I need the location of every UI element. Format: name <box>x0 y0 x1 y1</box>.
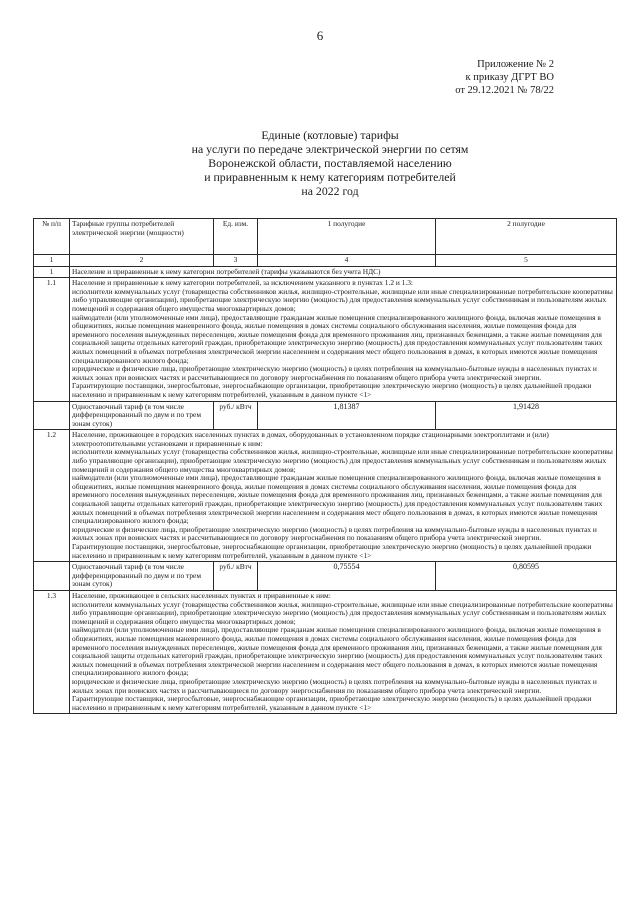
section-text: Население и приравненные к нему категории потребителей (тарифы указываются без учета НДС) <box>70 266 617 278</box>
table-row <box>34 430 617 562</box>
header-unit: Ед. изм. <box>214 219 258 255</box>
page-number: 6 <box>316 28 324 43</box>
paragraph: Население, проживающее в городских населенных пунктах в домах, оборудованных в установленном порядке стационарными электроплитами и (или) электроотопительными установками и приравненные к ним: <box>72 430 549 448</box>
tariff-label: Одноставочный тариф (в том числе дифференцированный по двум и по трем зонам суток) <box>70 401 214 430</box>
row-num: 1.3 <box>34 590 70 713</box>
paragraph: исполнители коммунальных услуг (товарищества собственников жилья, жилищно-строительные, жилищные или иные специализированные потребительские кооперативы либо управляющие организации), приобретающие электрическую энергию (мощность) для предоставления коммунальных услуг собственникам и пользователям жилых помещений и содержания общего имущества многоквартирных домов; <box>72 447 613 474</box>
paragraph: наймодатели (или уполномоченные ими лица), предоставляющие гражданам жилые помещения специализированного жилищного фонда, включая жилые помещения в общежитиях, жилые помещения маневренного фонда, жилые помещения в домах системы социального обслуживания населения, жилые помещения фонда для временного поселения вынужденных переселенцев, жилые помещения фонда для временного проживания лиц, признанных беженцами, а также жилые помещения для социальной защиты отдельных категорий граждан, приобретающие электрическую энергию (мощность) для предоставления коммунальных услуг пользователям таких жилых помещений в объемах потребления электрической энергии населением и содержания мест общего пользования в домах, в которых имеются жилые помещения специализированного жилого фонда; <box>72 473 603 526</box>
appendix-line: Приложение № 2 <box>477 59 554 70</box>
paragraph: Население, проживающее в сельских населенных пунктах и приравненные к ним: <box>72 590 331 600</box>
appendix-note <box>455 58 554 97</box>
tariff-table <box>33 218 617 714</box>
appendix-line: от 29.12.2021 № 78/22 <box>455 85 554 96</box>
paragraph: юридические и физические лица, приобретающие электрическую энергию (мощность) в целях потребления на коммунально-бытовые нужды в населенных пунктах и жилых зонах при воинских частях и рассчитывающиеся по договору энергоснабжения по показаниям общего прибора учета электрической энергии. <box>72 676 597 695</box>
tariff-label: Одноставочный тариф (в том числе дифференцированный по двум и по трем зонам суток) <box>70 562 214 591</box>
column-number-row <box>34 255 617 267</box>
tariff-unit: руб./ кВтч <box>214 562 258 591</box>
paragraph: наймодатели (или уполномоченные ими лица), предоставляющие гражданам жилые помещения специализированного жилищного фонда, включая жилые помещения в общежитиях, жилые помещения маневренного фонда, жилые помещения в домах системы социального обслуживания населения, жилые помещения фонда для временного поселения вынужденных переселенцев, жилые помещения фонда для временного проживания лиц, признанных беженцами, а также жилые помещения для социальной защиты отдельных категорий граждан, приобретающие электрическую энергию (мощность) для предоставления коммунальных услуг пользователям таких жилых помещений в объемах потребления электрической энергии населением и содержания мест общего пользования в домах, в которых имеются жилые помещения специализированного жилого фонда; <box>72 312 603 365</box>
tariff-unit: руб./ кВтч <box>214 401 258 430</box>
paragraph: Население и приравненные к нему категории потребителей, за исключением указанного в пунктах 1.2 и 1.3: <box>72 278 413 288</box>
document-title <box>120 128 540 198</box>
header-group: Тарифные группы потребителей электрической энергии (мощности) <box>70 219 214 255</box>
table-header-row <box>34 219 617 255</box>
empty-cell <box>34 401 70 430</box>
table-row <box>34 590 617 713</box>
appendix-line: к приказу ДГРТ ВО <box>465 72 554 83</box>
paragraph: Гарантирующие поставщики, энергосбытовые, энергоснабжающие организации, приобретающие электрическую энергию (мощность) в целях дальнейшей продажи населению и приравненным к нему категориям потребителей, указанным в данном пункте <1> <box>72 542 592 560</box>
row-description <box>70 590 617 713</box>
col-number: 3 <box>214 255 258 267</box>
row-num: 1.1 <box>34 278 70 401</box>
paragraph: наймодатели (или уполномоченные ими лица), предоставляющие гражданам жилые помещения специализированного жилищного фонда, включая жилые помещения в общежитиях, жилые помещения маневренного фонда, жилые помещения в домах системы социального обслуживания населения, жилые помещения фонда для временного поселения вынужденных переселенцев, жилые помещения фонда для временного проживания лиц, признанных беженцами, а также жилые помещения для социальной защиты отдельных категорий граждан, приобретающие электрическую энергию (мощность) для предоставления коммунальных услуг пользователям таких жилых помещений в объемах потребления электрической энергии населением и содержания мест общего пользования в домах, в которых имеются жилые помещения специализированного жилого фонда; <box>72 625 603 678</box>
tariff-value-h2: 0,80595 <box>436 562 617 591</box>
title-line: Воронежской области, поставляемой населению <box>208 156 452 170</box>
tariff-row <box>34 401 617 430</box>
tariff-value-h1: 1,81387 <box>258 401 436 430</box>
title-line: и приравненным к нему категориям потребителей <box>204 170 456 184</box>
title-line: Единые (котловые) тарифы <box>261 128 399 142</box>
paragraph: Гарантирующие поставщики, энергосбытовые, энергоснабжающие организации, приобретающие электрическую энергию (мощность) в целях дальнейшей продажи населению и приравненным к нему категориям потребителей, указанным в данном пункте <1> <box>72 381 592 399</box>
paragraph: исполнители коммунальных услуг (товарищества собственников жилья, жилищно-строительные, жилищные или иные специализированные потребительские кооперативы либо управляющие организации), приобретающие электрическую энергию (мощность) для предоставления коммунальных услуг собственникам и пользователям жилых помещений и содержания общего имущества многоквартирных домов; <box>72 286 613 313</box>
row-description <box>70 278 617 401</box>
paragraph: юридические и физические лица, приобретающие электрическую энергию (мощность) в целях потребления на коммунально-бытовые нужды в населенных пунктах и жилых зонах при воинских частях и рассчитывающиеся по договору энергоснабжения по показаниям общего прибора учета электрической энергии. <box>72 524 597 543</box>
paragraph: Гарантирующие поставщики, энергосбытовые, энергоснабжающие организации, приобретающие электрическую энергию (мощность) в целях дальнейшей продажи населению и приравненным к нему категориям потребителей, указанным в данном пункте <1> <box>72 694 592 712</box>
title-line: на услуги по передаче электрической энергии по сетям <box>191 142 469 156</box>
row-num: 1.2 <box>34 430 70 562</box>
row-description <box>70 430 617 562</box>
table-row <box>34 278 617 401</box>
section-num: 1 <box>34 266 70 278</box>
empty-cell <box>34 562 70 591</box>
header-half1: 1 полугодие <box>258 219 436 255</box>
tariff-value-h2: 1,91428 <box>436 401 617 430</box>
section-row <box>34 266 617 278</box>
tariff-value-h1: 0,75554 <box>258 562 436 591</box>
col-number: 4 <box>258 255 436 267</box>
col-number: 1 <box>34 255 70 267</box>
paragraph: исполнители коммунальных услуг (товарищества собственников жилья, жилищно-строительные, жилищные или иные специализированные потребительские кооперативы либо управляющие организации), приобретающие электрическую энергию (мощность) для предоставления коммунальных услуг собственникам и пользователям жилых помещений и содержания общего имущества многоквартирных домов; <box>72 599 613 626</box>
tariff-row <box>34 562 617 591</box>
title-line: на 2022 год <box>301 184 359 198</box>
header-num: № п/п <box>34 219 70 255</box>
col-number: 2 <box>70 255 214 267</box>
col-number: 5 <box>436 255 617 267</box>
header-half2: 2 полугодие <box>436 219 617 255</box>
paragraph: юридические и физические лица, приобретающие электрическую энергию (мощность) в целях потребления на коммунально-бытовые нужды в населенных пунктах и жилых зонах при воинских частях и рассчитывающиеся по договору энергоснабжения по показаниям общего прибора учета электрической энергии. <box>72 364 597 382</box>
